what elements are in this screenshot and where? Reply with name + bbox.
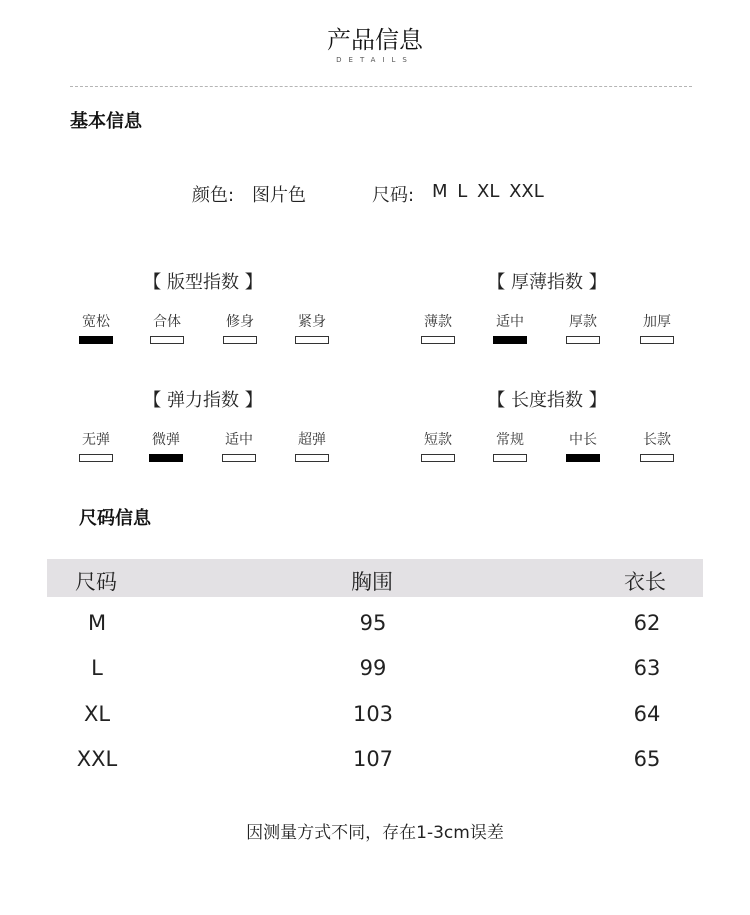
color-label: 颜色: [192, 185, 235, 206]
stretch-index-title: 【 弹力指数 】 [143, 390, 263, 411]
fit-option-indicator [79, 336, 113, 344]
length-cell: 62 [633, 611, 661, 635]
thickness-option-label: 薄款 [424, 314, 452, 330]
fit-option-label: 紧身 [298, 314, 326, 330]
size-info-title: 尺码信息 [79, 508, 151, 529]
thickness-option-label: 加厚 [643, 314, 671, 330]
stretch-option-indicator [79, 454, 113, 462]
thickness-option-indicator [493, 336, 527, 344]
length-option-label: 短款 [424, 432, 452, 448]
thickness-index-title: 【 厚薄指数 】 [487, 272, 607, 293]
stretch-option-indicator [295, 454, 329, 462]
thickness-option-label: 适中 [496, 314, 524, 330]
page-subtitle: DETAILS [336, 56, 414, 64]
stretch-option-label: 适中 [225, 432, 253, 448]
stretch-option-label: 微弹 [152, 432, 180, 448]
fit-index-title: 【 版型指数 】 [143, 272, 263, 293]
fit-option-label: 宽松 [82, 314, 110, 330]
length-option-label: 长款 [643, 432, 671, 448]
stretch-option-label: 无弹 [82, 432, 110, 448]
thickness-option-indicator [421, 336, 455, 344]
bust-cell: 95 [359, 611, 387, 635]
size-header-label: 尺码 [75, 570, 117, 594]
size-value: M L XL XXL [432, 181, 544, 202]
length-header-label: 衣长 [624, 570, 666, 594]
size-cell: XXL [76, 747, 118, 771]
length-index-title: 【 长度指数 】 [487, 390, 607, 411]
stretch-option-label: 超弹 [298, 432, 326, 448]
length-cell: 63 [633, 656, 661, 680]
length-option-indicator [421, 454, 455, 462]
measurement-note: 因测量方式不同，存在1-3cm误差 [246, 823, 504, 843]
length-option-label: 常规 [496, 432, 524, 448]
color-value: 图片色 [252, 185, 306, 206]
thickness-option-indicator [640, 336, 674, 344]
fit-option-label: 修身 [226, 314, 254, 330]
length-cell: 65 [633, 747, 661, 771]
thickness-option-indicator [566, 336, 600, 344]
fit-option-indicator [150, 336, 184, 344]
length-cell: 64 [633, 702, 661, 726]
fit-option-indicator [223, 336, 257, 344]
stretch-option-indicator [149, 454, 183, 462]
bust-header-label: 胸围 [351, 570, 393, 594]
dotted-divider [70, 86, 692, 87]
size-cell: XL [83, 702, 111, 726]
length-option-indicator [566, 454, 600, 462]
length-option-label: 中长 [569, 432, 597, 448]
fit-option-indicator [295, 336, 329, 344]
length-option-indicator [640, 454, 674, 462]
bust-cell: 103 [352, 702, 394, 726]
thickness-option-label: 厚款 [569, 314, 597, 330]
fit-option-label: 合体 [153, 314, 181, 330]
basic-info-title: 基本信息 [70, 111, 142, 132]
size-cell: M [87, 611, 107, 635]
bust-cell: 107 [352, 747, 394, 771]
size-cell: L [91, 656, 103, 680]
stretch-option-indicator [222, 454, 256, 462]
bust-cell: 99 [359, 656, 387, 680]
page-title: 产品信息 [327, 26, 423, 54]
size-label: 尺码: [372, 185, 415, 206]
length-option-indicator [493, 454, 527, 462]
